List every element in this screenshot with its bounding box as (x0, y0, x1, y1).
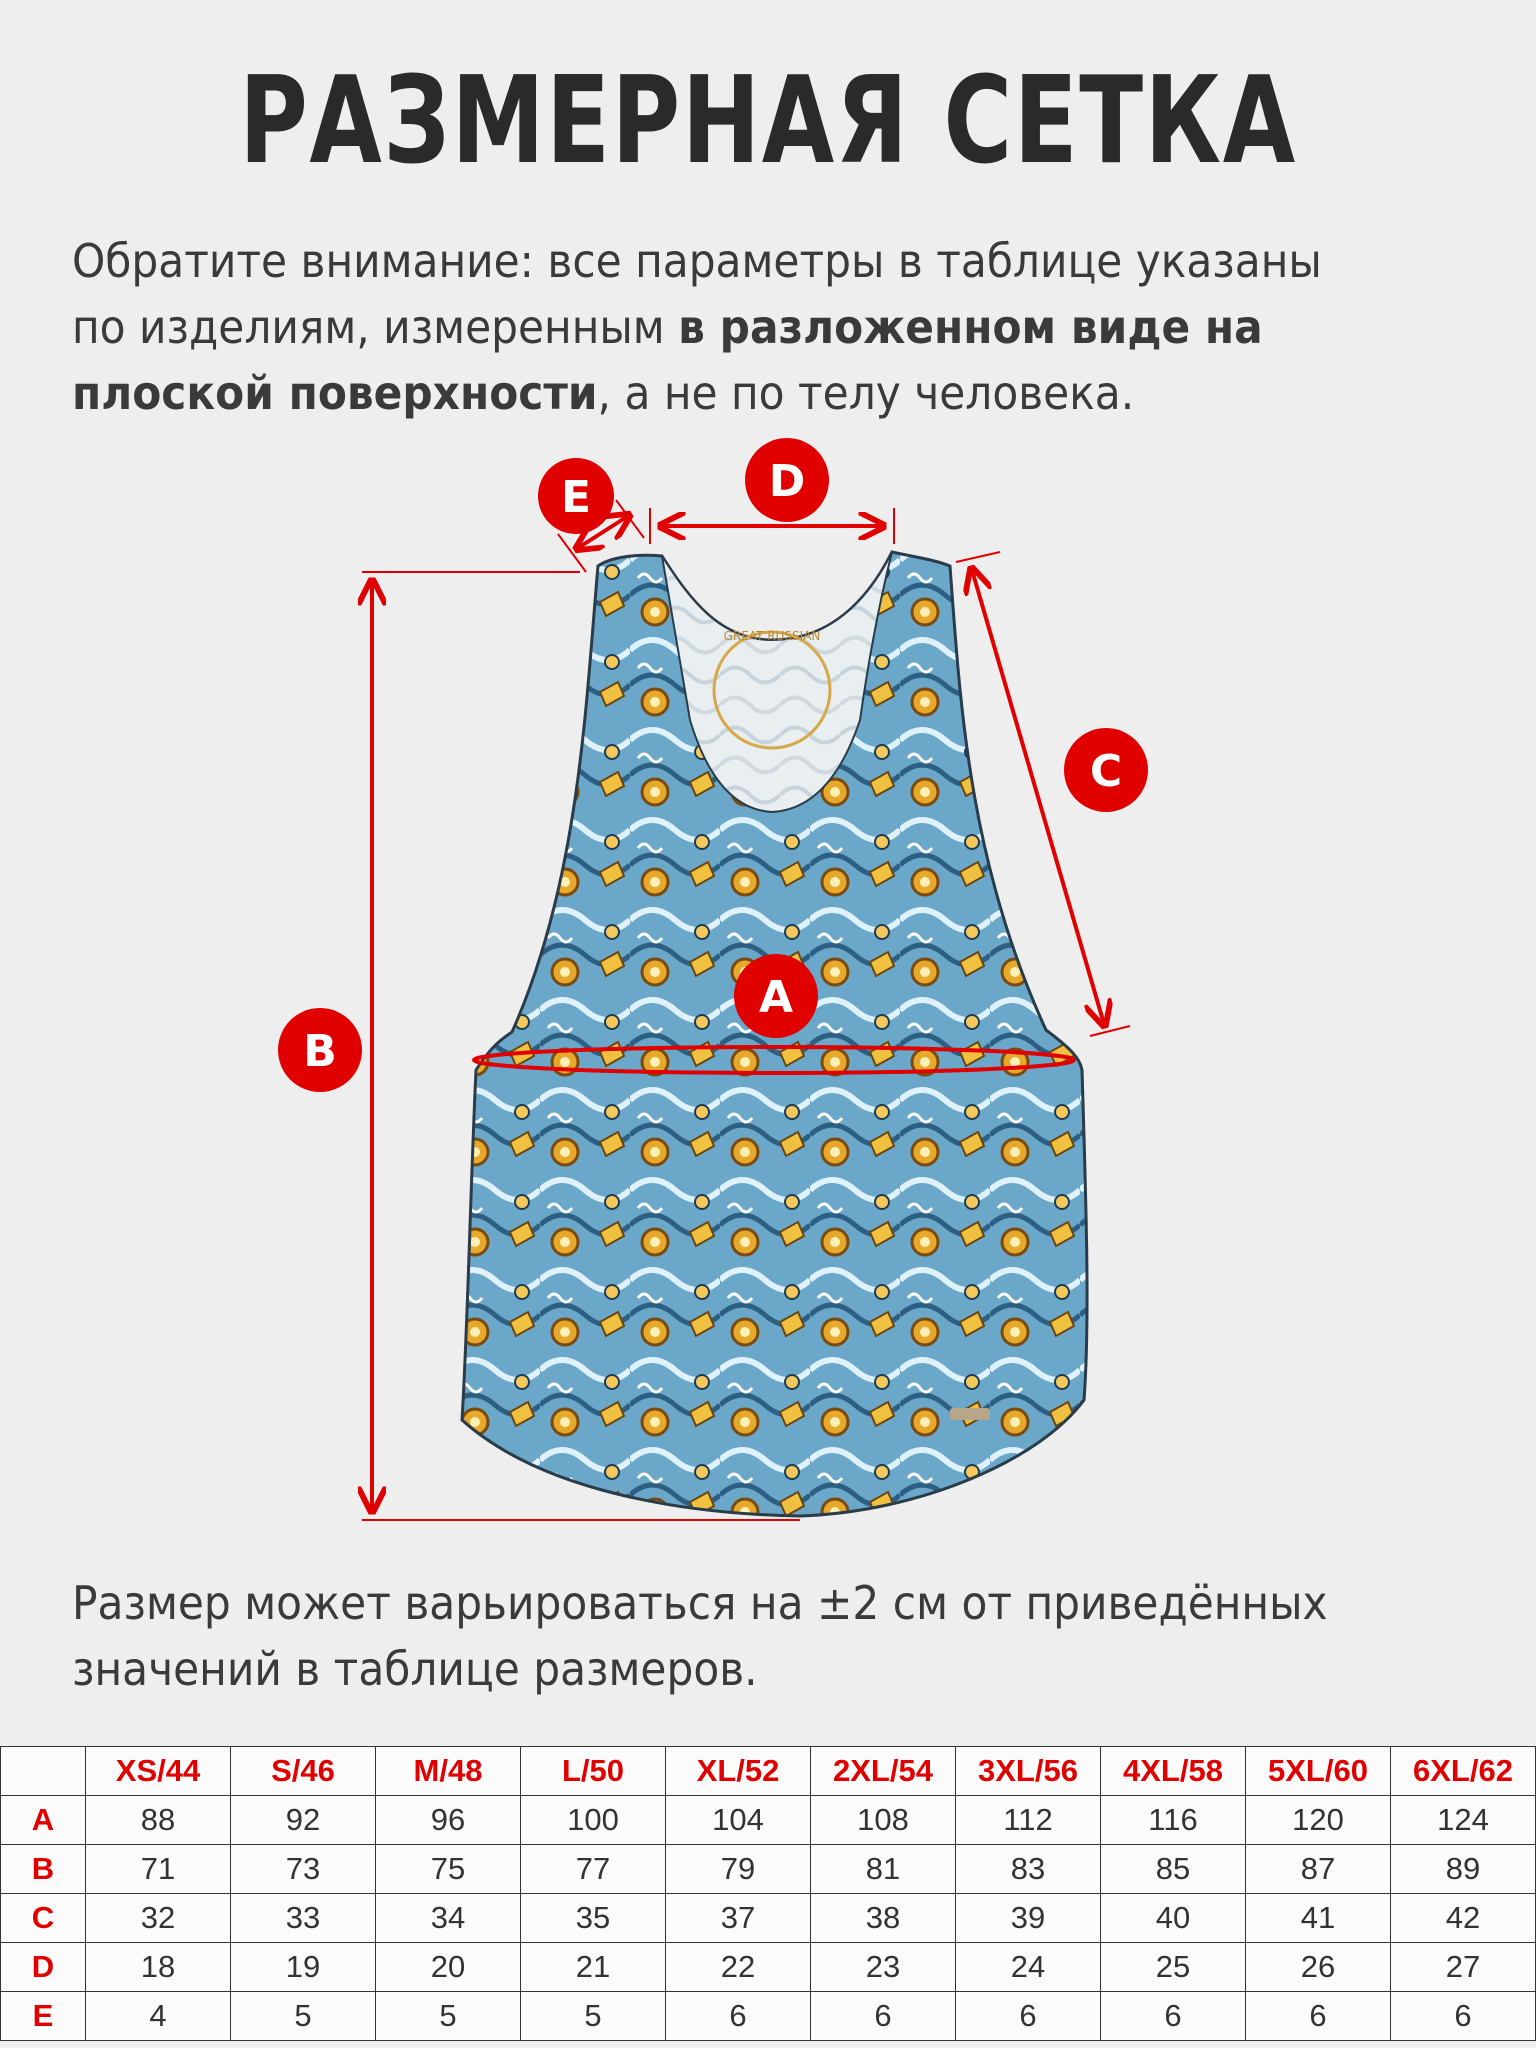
table-cell: 88 (86, 1796, 231, 1845)
table-cell: 24 (956, 1943, 1101, 1992)
table-row (1, 1894, 1536, 1943)
size-header: M/48 (376, 1747, 521, 1796)
measure-e-label: E (560, 472, 592, 523)
table-cell: 42 (1391, 1894, 1536, 1943)
size-table-header-row (1, 1747, 1536, 1796)
table-row (1, 1845, 1536, 1894)
table-cell: 40 (1101, 1894, 1246, 1943)
table-cell: 92 (231, 1796, 376, 1845)
size-header: 3XL/56 (956, 1747, 1101, 1796)
note-bold-text: в разложенном виде на плоской поверхности (72, 300, 1263, 420)
size-header: 4XL/58 (1101, 1747, 1246, 1796)
row-label: B (1, 1845, 86, 1894)
table-cell: 96 (376, 1796, 521, 1845)
size-header: S/46 (231, 1747, 376, 1796)
table-row (1, 1796, 1536, 1845)
table-cell: 79 (666, 1845, 811, 1894)
size-header: 5XL/60 (1246, 1747, 1391, 1796)
row-label: A (1, 1796, 86, 1845)
table-cell: 6 (811, 1992, 956, 2041)
measure-e-left-tick (558, 534, 586, 572)
table-cell: 26 (1246, 1943, 1391, 1992)
table-cell: 38 (811, 1894, 956, 1943)
table-cell: 104 (666, 1796, 811, 1845)
table-cell: 116 (1101, 1796, 1246, 1845)
size-header: 6XL/62 (1391, 1747, 1536, 1796)
table-cell: 32 (86, 1894, 231, 1943)
variance-note: Размер может варьироваться на ±2 см от приведённых значений в таблице размеров. (72, 1576, 1328, 1696)
size-table (0, 1746, 1536, 2041)
measure-a-label: A (758, 972, 794, 1023)
table-cell: 20 (376, 1943, 521, 1992)
measure-c-label: C (1089, 746, 1123, 797)
measure-d-label: D (768, 456, 806, 507)
table-cell: 18 (86, 1943, 231, 1992)
table-cell: 5 (521, 1992, 666, 2041)
table-cell: 35 (521, 1894, 666, 1943)
table-cell: 112 (956, 1796, 1101, 1845)
size-header: 2XL/54 (811, 1747, 956, 1796)
table-cell: 89 (1391, 1845, 1536, 1894)
note-text: Обратите внимание: все параметры в таблице указаны по изделиям, измеренным (72, 234, 1322, 354)
table-cell: 5 (376, 1992, 521, 2041)
table-row (1, 1943, 1536, 1992)
table-cell: 21 (521, 1943, 666, 1992)
table-cell: 4 (86, 1992, 231, 2041)
table-cell: 83 (956, 1845, 1101, 1894)
table-cell: 6 (666, 1992, 811, 2041)
table-cell: 6 (1101, 1992, 1246, 2041)
table-cell: 19 (231, 1943, 376, 1992)
table-cell: 85 (1101, 1845, 1246, 1894)
table-cell: 77 (521, 1845, 666, 1894)
measure-c-bottom-tick (1090, 1026, 1130, 1036)
table-cell: 87 (1246, 1845, 1391, 1894)
size-header: XL/52 (666, 1747, 811, 1796)
measure-b-label: B (303, 1026, 337, 1077)
table-cell: 71 (86, 1845, 231, 1894)
table-cell: 6 (956, 1992, 1101, 2041)
table-cell: 6 (1391, 1992, 1536, 2041)
table-cell: 34 (376, 1894, 521, 1943)
table-cell: 22 (666, 1943, 811, 1992)
table-cell: 120 (1246, 1796, 1391, 1845)
table-cell: 41 (1246, 1894, 1391, 1943)
row-label: C (1, 1894, 86, 1943)
table-cell: 6 (1246, 1992, 1391, 2041)
size-header: L/50 (521, 1747, 666, 1796)
row-label: D (1, 1943, 86, 1992)
table-cell: 124 (1391, 1796, 1536, 1845)
table-cell: 39 (956, 1894, 1101, 1943)
print-text: GREAT RUSSIAN (723, 629, 821, 643)
note-text-end: , а не по телу человека. (597, 366, 1135, 420)
table-cell: 33 (231, 1894, 376, 1943)
table-cell: 108 (811, 1796, 956, 1845)
table-cell: 37 (666, 1894, 811, 1943)
table-cell: 25 (1101, 1943, 1246, 1992)
table-cell: 5 (231, 1992, 376, 2041)
measure-c-top-tick (956, 552, 1000, 562)
table-cell: 73 (231, 1845, 376, 1894)
table-cell: 75 (376, 1845, 521, 1894)
table-cell: 27 (1391, 1943, 1536, 1992)
table-cell: 81 (811, 1845, 956, 1894)
table-cell: 100 (521, 1796, 666, 1845)
size-header: XS/44 (86, 1747, 231, 1796)
hem-tag (950, 1408, 990, 1420)
page-title: РАЗМЕРНАЯ СЕТКА (239, 52, 1297, 191)
table-row (1, 1992, 1536, 2041)
table-cell: 23 (811, 1943, 956, 1992)
row-label: E (1, 1992, 86, 2041)
size-table-corner (1, 1747, 86, 1796)
